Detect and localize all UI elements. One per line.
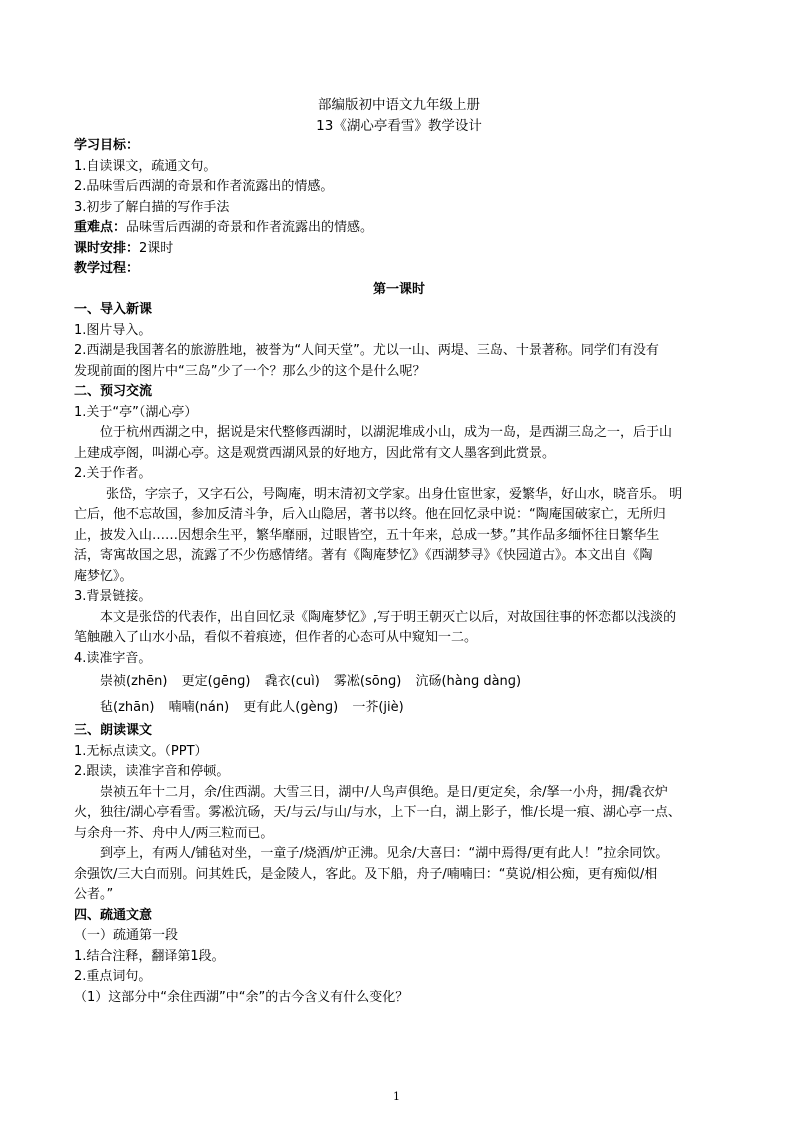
text-line: 崇祯五年十二月，余/住西湖。大雪三日，湖中/人鸟声俱绝。是日/更定矣，余/拏一小舟，拥/毳衣炉 [100, 784, 668, 800]
text-line: 到亭上，有两人/铺毡对坐，一童子/烧酒/炉正沸。见余/大喜曰：“湖中焉得/更有此人！”拉余同饮。 [100, 846, 669, 861]
body-line: （1）这部分中“余住西湖”中“余”的古今含义有什么变化？ [74, 989, 409, 1005]
subheading: 2.关于作者。 [74, 466, 152, 481]
body-line: 1.结合注释，翻译第1段。 [74, 948, 225, 964]
schedule-text: 2课时 [139, 240, 174, 256]
body-line: 上建成亭阁，叫湖心亭。这是观赏西湖风景的好地方，因此常有文人墨客到此赏景。 [74, 445, 556, 461]
pinyin-entry: 崇祯(zhēn) [100, 674, 168, 689]
body-line: 发现前面的图片中“三岛”少了一个？那么少的这个是什么呢？ [74, 363, 426, 379]
pinyin-entry: 毳衣(cuì) [264, 674, 320, 689]
schedule-label: 课时安排： [74, 240, 140, 256]
process-label: 教学过程： [74, 261, 140, 276]
section-heading: 二、预习交流 [74, 384, 153, 399]
body-line: 止，披发入山……因想余生平，繁华靡丽，过眼皆空，五十年来，总成一梦。”其作品多缅怀往日繁华生 [74, 527, 660, 543]
subheading: 1.关于“亭”（湖心亭） [74, 404, 198, 420]
text-line: 火，独往/湖心亭看雪。雾凇沆砀，天/与云/与山/与水，上下一白，湖上影子，惟/长堤一痕、湖心亭一点、 [74, 805, 681, 820]
pinyin-entry: 更有此人(ɡènɡ) [243, 700, 339, 715]
keypoint-text: 品味雪后西湖的奇景和作者流露出的情感。 [126, 220, 374, 235]
subheading: 4.读准字音。 [74, 650, 152, 666]
body-line: 张岱，字宗子，又字石公，号陶庵，明末清初文学家。出身仕宦世家，爱繁华，好山水，晓音乐。 明 [106, 486, 683, 502]
pinyin-row [74, 669, 724, 695]
body-line: 位于杭州西湖之中，据说是宋代整修西湖时，以湖泥堆成小山，成为一岛，是西湖三岛之一，后于山 [100, 425, 673, 440]
objective-item: 1.自读课文，疏通文句。 [74, 158, 217, 174]
body-line: 活，寄寓故国之思，流露了不少伤感情绪。著有《陶庵梦忆》《西湖梦寻》《快园道古》。本文出自《陶 [74, 548, 653, 563]
subheading: 3.背景链接。 [74, 589, 152, 604]
body-line: 2.跟读，读准字音和停顿。 [74, 764, 230, 779]
keypoint-line [74, 218, 724, 239]
pinyin-entry: 更定(ɡēnɡ) [181, 674, 251, 689]
pinyin-entry: 雾凇(sōnɡ) [333, 674, 402, 689]
body-line: 笔触融入了山水小品，看似不着痕迹，但作者的心态可从中窥知一二。 [74, 630, 478, 645]
section-heading: 四、疏通文意 [74, 907, 153, 923]
objective-item: 3.初步了解白描的写作手法 [74, 199, 230, 215]
text-line: 与余舟一芥、舟中人/两三粒而已。 [74, 825, 274, 841]
body-line: 本文是张岱的代表作，出自回忆录《陶庵梦忆》,写于明王朝灭亡以后，对故国往事的怀恋都以浅淡的 [100, 609, 677, 625]
body-line: 庵梦忆》。 [74, 568, 133, 584]
text-line: 余强饮/三大白而别。问其姓氏，是金陵人，客此。及下船，舟子/喃喃曰：“莫说/相公痴，更有痴似/相 [74, 866, 658, 882]
objectives-label: 学习目标： [74, 138, 140, 153]
pinyin-entry: 一芥(jiè) [352, 700, 404, 715]
pinyin-entry: 喃喃(nán) [168, 700, 230, 715]
lesson-title: 第一课时 [372, 281, 425, 297]
doc-title-line-1: 部编版初中语文九年级上册 [318, 97, 480, 113]
pinyin-row [74, 695, 724, 721]
body-line: （一）疏通第一段 [74, 928, 179, 943]
body-line: 1.图片导入。 [74, 322, 152, 338]
page-number: 1 [393, 1090, 400, 1103]
section-heading: 三、朗读课文 [74, 723, 153, 738]
document-body [74, 95, 724, 1008]
body-line: 2.重点词句。 [74, 969, 152, 984]
body-line: 2.西湖是我国著名的旅游胜地，被誉为“人间天堂”。尤以一山、两堤、三岛、十景著称。同学们有没有 [74, 343, 659, 358]
keypoint-label: 重难点： [74, 220, 127, 235]
section-heading: 一、导入新课 [74, 302, 153, 317]
pinyin-entry: 毡(zhān) [100, 700, 155, 715]
text-line: 公者。” [74, 887, 114, 902]
body-line: 亡后，他不忘故国，参加反清斗争，后入山隐居，著书以终。他在回忆录中说：“陶庵国破家亡，无所归 [74, 507, 666, 522]
body-line: 1.无标点读文。（PPT） [74, 743, 208, 759]
objective-item: 2.品味雪后西湖的奇景和作者流露出的情感。 [74, 179, 334, 194]
doc-title-line-2: 13《湖心亭看雪》教学设计 [316, 117, 482, 134]
schedule-line [74, 239, 724, 260]
pinyin-entry: 沆砀(hànɡ dànɡ) [415, 674, 522, 689]
